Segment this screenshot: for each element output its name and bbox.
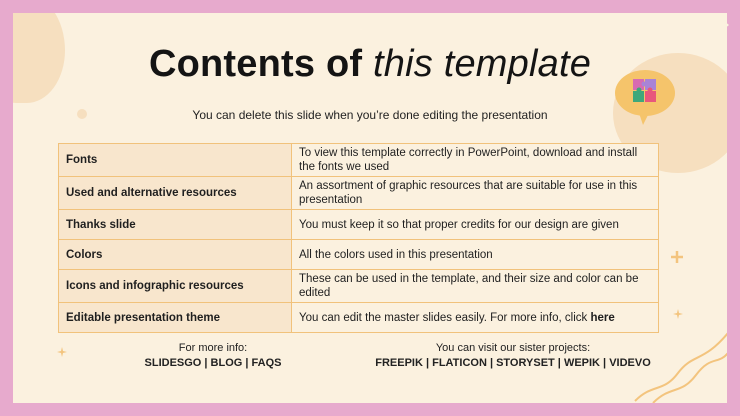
- table-key: Icons and infographic resources: [59, 270, 292, 303]
- table-key: Fonts: [59, 144, 292, 177]
- table-row: [59, 177, 659, 210]
- table-row: [59, 303, 659, 333]
- table-row: [59, 240, 659, 270]
- table-key: Used and alternative resources: [59, 177, 292, 210]
- here-link[interactable]: here: [590, 311, 615, 324]
- sparkle-icon: [673, 309, 683, 319]
- sister-projects-label: You can visit our sister projects:: [435, 342, 591, 354]
- table-value: An assortment of graphic resources that are suitable for use in this presentation: [292, 177, 659, 210]
- sister-projects: [353, 341, 673, 371]
- more-info: [113, 341, 313, 371]
- slide-title: [13, 43, 727, 86]
- table-row: [59, 144, 659, 177]
- table-value: All the colors used in this presentation: [292, 240, 659, 270]
- table-row: [59, 270, 659, 303]
- table-key: Thanks slide: [59, 210, 292, 240]
- table-value: You must keep it so that proper credits for our design are given: [292, 210, 659, 240]
- title-italic: this template: [373, 43, 592, 85]
- sister-projects-links[interactable]: FREEPIK | FLATICON | STORYSET | WEPIK | VIDEVO: [375, 356, 651, 369]
- table-value-text: You can edit the master slides easily. For more info, click: [299, 311, 588, 324]
- table-key: Colors: [59, 240, 292, 270]
- more-info-label: For more info:: [178, 342, 248, 354]
- title-bold: Contents of: [148, 43, 363, 85]
- table-row: [59, 210, 659, 240]
- sparkle-icon: [671, 251, 683, 263]
- slide-subtitle: You can delete this slide when you’re done editing the presentation: [192, 108, 548, 122]
- table-key: Editable presentation theme: [59, 303, 292, 333]
- table-value: These can be used in the template, and their size and color can be edited: [292, 270, 659, 303]
- slide: [13, 13, 727, 403]
- table-value: To view this template correctly in PowerPoint, download and install the fonts we used: [292, 144, 659, 177]
- sparkle-icon: [57, 347, 67, 357]
- table-value: [292, 303, 659, 333]
- contents-table: [58, 143, 659, 333]
- more-info-links[interactable]: SLIDESGO | BLOG | FAQS: [144, 356, 282, 369]
